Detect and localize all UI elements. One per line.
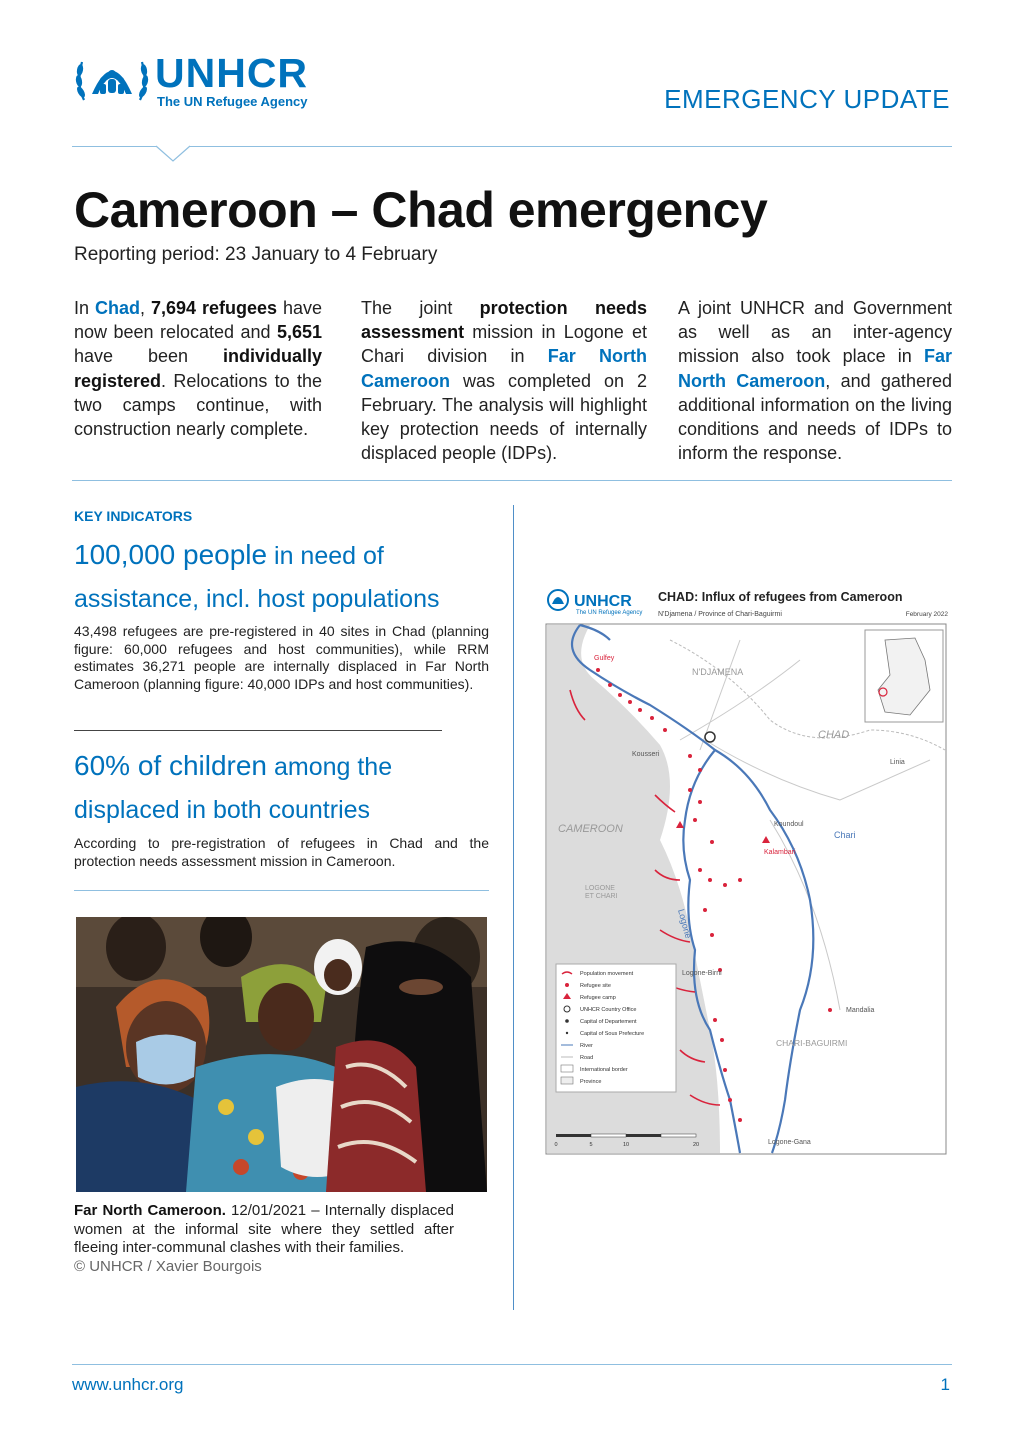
legend-symbol [565,1019,569,1023]
legend-label: Refugee site [580,983,611,989]
indicator-divider [74,730,442,731]
map-logo [548,590,568,610]
indicator-text-children: According to pre-registration of refugees in Chad and the protection needs assessment mission in Cameroon. [74,835,489,869]
scale-tick-label: 10 [622,1142,630,1148]
header-divider [72,146,952,147]
summary-column-chad [74,296,322,441]
legend-label: International border [580,1067,628,1073]
scale-tick-label: 20 [692,1142,700,1148]
legend-label: Capital of Sous Prefecture [580,1031,645,1037]
indicator-headline-rest: in need of [267,542,384,570]
label-logone-gana: Logone-Gana [768,1139,811,1146]
photo-illustration [76,917,487,1192]
emphasis-text: individually registered [74,346,322,391]
photo-credit: © UNHCR / Xavier Bourgois [74,1258,262,1275]
label-logone-et-chari: LOGONE ET CHARI [585,885,618,900]
page-number: 1 [940,1375,950,1394]
indicator-text-people: 43,498 refugees are pre-registered in 40 sites in Chad (planning figure: 60,000 refugees and host communities), while RRM estimates 36,271 people are internally displaced in Far North Cameroon (planning figure: 40,000 IDPs and host communities). [74,623,489,692]
legend-label: Refugee camp [580,995,616,1001]
summary-text: was completed on 2 February. The analysis will highlight key protection needs of internally displaced people (IDPs). [361,370,647,464]
label-chad: CHAD [818,729,850,741]
map-brand: UNHCR [574,593,632,610]
label-kalambari: Kalambari [764,849,796,856]
highlight-location: Far North Cameroon [361,346,647,391]
page-title: Cameroon – Chad emergency [74,182,768,238]
highlight-location: Chad [94,298,140,318]
label-mandalia: Mandalia [846,1007,875,1014]
document-type-label: EMERGENCY UPDATE [664,84,950,114]
indicator-headline-big: 60% of children [74,750,268,781]
summary-column-joint-mission [678,296,952,465]
legend-label: River [580,1043,593,1049]
map-brand-tag: The UN Refugee Agency [576,610,643,616]
label-gulfey: Gulfey [594,655,615,662]
column-separator [513,505,514,1310]
legend-symbol [566,1032,568,1034]
legend-symbol [564,1006,570,1012]
reporting-period: Reporting period: 23 January to 4 February [74,244,438,265]
map-subtitle: N'Djamena / Province of Chari-Baguirmi [658,611,782,618]
label-logone-river: Logone [676,907,694,940]
indicators-bottom-divider [74,890,489,891]
scale-tick-label: 0 [554,1142,558,1148]
legend-symbol [561,1065,573,1072]
legend-symbol [565,983,569,987]
label-cameroon: CAMEROON [558,823,623,835]
summary-text: mission in Logone et Chari division in [361,322,647,367]
summary-text: , [139,298,151,318]
indicator-headline-rest: among the [267,753,393,781]
scale-tick-label: 5 [589,1142,593,1148]
footer-divider [72,1364,952,1365]
indicator-headline-children [74,745,504,831]
map-canvas [540,580,952,1170]
label-linia: Linia [890,759,905,766]
photo-displaced-women [76,917,487,1192]
key-indicators-label: KEY INDICATORS [74,508,193,524]
summary-text: have now been relocated and [74,298,322,343]
photo-caption [74,1202,454,1258]
summary-divider [72,480,952,481]
summary-text: In [74,298,95,318]
label-kousseri: Kousseri [632,751,660,758]
refugee-influx-map [540,580,952,1170]
indicator-headline-people [74,534,504,620]
summary-text: The joint [361,298,480,318]
chevron-down-icon [155,145,191,163]
indicator-headline-line2: displaced in both countries [74,796,371,824]
map-date: February 2022 [905,611,948,618]
legend-label: Road [580,1055,594,1061]
emphasis-text: 7,694 refugees [150,298,277,318]
unhcr-office-icon [705,732,715,742]
legend-label: Province [580,1079,602,1085]
label-ndjamena: N'DJAMENA [692,667,744,677]
label-logone-birni: Logone-Birni [682,970,722,977]
summary-text: have been [74,346,223,367]
emphasis-text: 5,651 [276,322,322,343]
logo-wordmark: UNHCR [155,50,309,96]
label-chari-river: Chari [834,830,856,840]
summary-column-protection-assessment [361,296,647,465]
label-koundoul: Koundoul [774,821,804,828]
summary-text: . Relocations to the two camps continue, with construction nearly complete. [74,370,322,440]
summary-text: , and gathered additional information on the living conditions and needs of IDPs to inform the response. [678,370,952,464]
summary-text: A joint UNHCR and Government as well as an inter-agency mission also took place in [678,298,952,367]
indicator-headline-line2: assistance, incl. host populations [74,585,440,613]
logo-tagline: The UN Refugee Agency [157,94,308,109]
emphasis-text: protection needs assessment [361,298,647,343]
unhcr-emblem-icon [72,48,152,112]
caption-location: Far North Cameroon. [74,1202,226,1219]
legend-label: Population movement [580,971,634,977]
map-title: CHAD: Influx of refugees from Cameroon [658,590,903,604]
label-chari-baguirmi: CHARI-BAGUIRMI [776,1038,848,1048]
footer-website-link[interactable]: www.unhcr.org [72,1375,184,1394]
legend-label: UNHCR Country Office [580,1007,637,1013]
legend-label: Capital of Departement [580,1019,637,1025]
indicator-headline-big: 100,000 people [74,539,268,570]
legend-symbol [561,1077,573,1084]
highlight-location: Far North Cameroon [678,346,952,391]
caption-text: 12/01/2021 – Internally displaced women at the informal site where they settled after fleeing inter-communal clashes with their families. [74,1202,455,1256]
